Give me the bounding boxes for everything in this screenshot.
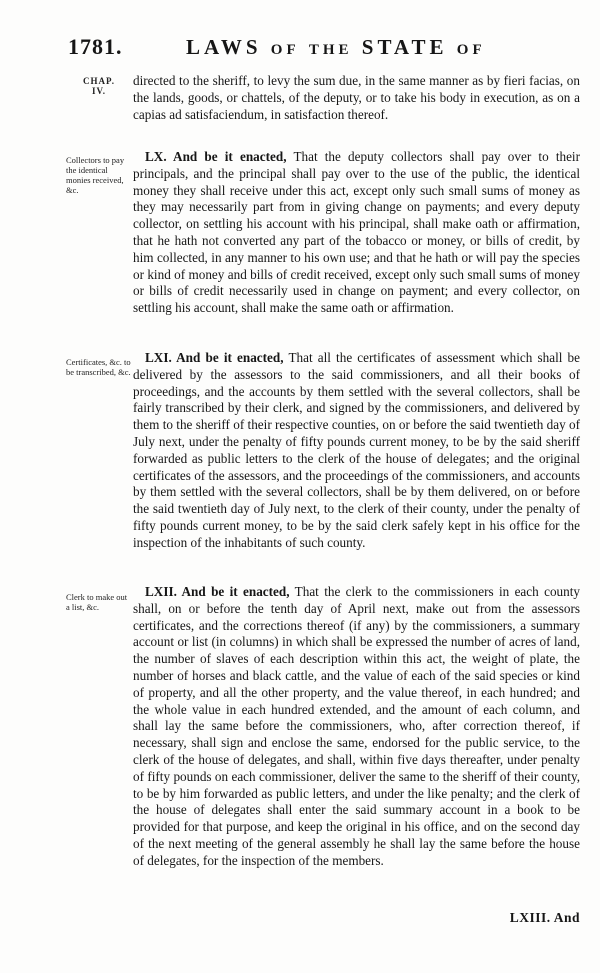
section-lxii-text: That the clerk to the commissioners in each county shall, on or before the tenth day of April next, make out from the assessors certificates, and the corrections thereof (if any) by the commissioners, a summary account or list (in columns) in which shall be expressed the number of acres of land, the number of slaves of each description within this act, the weight of plate, the number of horses and black cattle, and the value of each of the said species or kind of property, and all the other property, and the value thereof, in each hundred; and the whole value in each hundred extended, and the amount of each column, and shall lay the same before the commissioners, who, after correction thereof, if necessary, shall sign and enclose the same, endorsed for the public service, to the clerk of the house of delegates, and shall, within five days thereafter, under penalty of fifty pounds on each commissioner, deliver the same to the sheriff of their county, to be by him forwarded as public letters, and under the like penalty; and the clerk of the house of delegates shall enter the said summary account in a book to be provided for that purpose, and keep the original in his office, and on the second day of the next meeting of the general assembly he shall lay the same before the house of delegates, for the inspection of the members. [133,584,580,868]
margin-note-lxi: Certificates, &c. to be transcribed, &c. [66,357,131,377]
page-year: 1781. [68,34,123,59]
section-lx-label: LX. And be it enacted, [145,149,287,164]
section-lxi [133,350,580,552]
catchword: LXIII. And [509,910,580,925]
chapter-number: IV. [91,86,107,96]
margin-note-lx: Collectors to pay the identical monies received, &c. [66,155,125,195]
margin-note-lxii: Clerk to make out a list, &c. [66,592,128,612]
chapter-label: CHAP. [83,76,115,86]
section-lxi-text: That all the certificates of assessment which shall be delivered by the assessors to the said commissioners, and all their books of proceedings, and the accounts by them settled with the several collectors, shall be fairly transcribed by their clerk, and signed by the commissioners, and delivered by them to the sheriff of their respective counties, on or before the said twentieth day of July next, under the penalty of fifty pounds current money, to be by the said sheriff forwarded as public letters to the clerk of the house of delegates; and the original certificates of the assessors, and the proceedings of the commissioners, and accounts by them settled with the several collectors, shall be by them delivered, on or before the said twentieth day of July next, to the clerk of their county, under the penalty of fifty pounds current money, to be by the said clerk safely kept in his office for the inspection of the inhabitants of such county. [133,350,581,550]
running-title: LAWS of the STATE of [186,35,486,59]
section-lxi-label: LXI. And be it enacted, [145,350,284,365]
continuation-text: directed to the sheriff, to levy the sum due, in the same manner as by fieri facias, on the lands, goods, or chattels, of the deputy, or to take his body in execution, as on a capias ad satisfaciendum, in satisfaction thereof. [133,73,580,122]
section-lx [133,149,580,317]
continuation-paragraph [133,73,580,123]
section-lxii-label: LXII. And be it enacted, [145,584,290,599]
section-lxii [133,584,580,870]
page-header [68,34,588,70]
chapter-marker [66,76,132,96]
section-lx-text: That the deputy collectors shall pay over to their principals, and the principal shall pay over to the use of the public, the identical money they shall receive under this act, except only such small sums of money as they may necessarily part from in giving change on payments; and every deputy collector, on settling his account with his principal, shall make oath or affirmation, that he hath not converted any part of the tobacco or money, or bills of credit, by him collected, in any manner to his own use; and that he hath or will pay the species or kind of money and bills of credit received, except only such small sums of money or bills of credit necessarily used in change on payment; and every collector, on settling his account, shall make the same oath or affirmation. [133,149,580,316]
